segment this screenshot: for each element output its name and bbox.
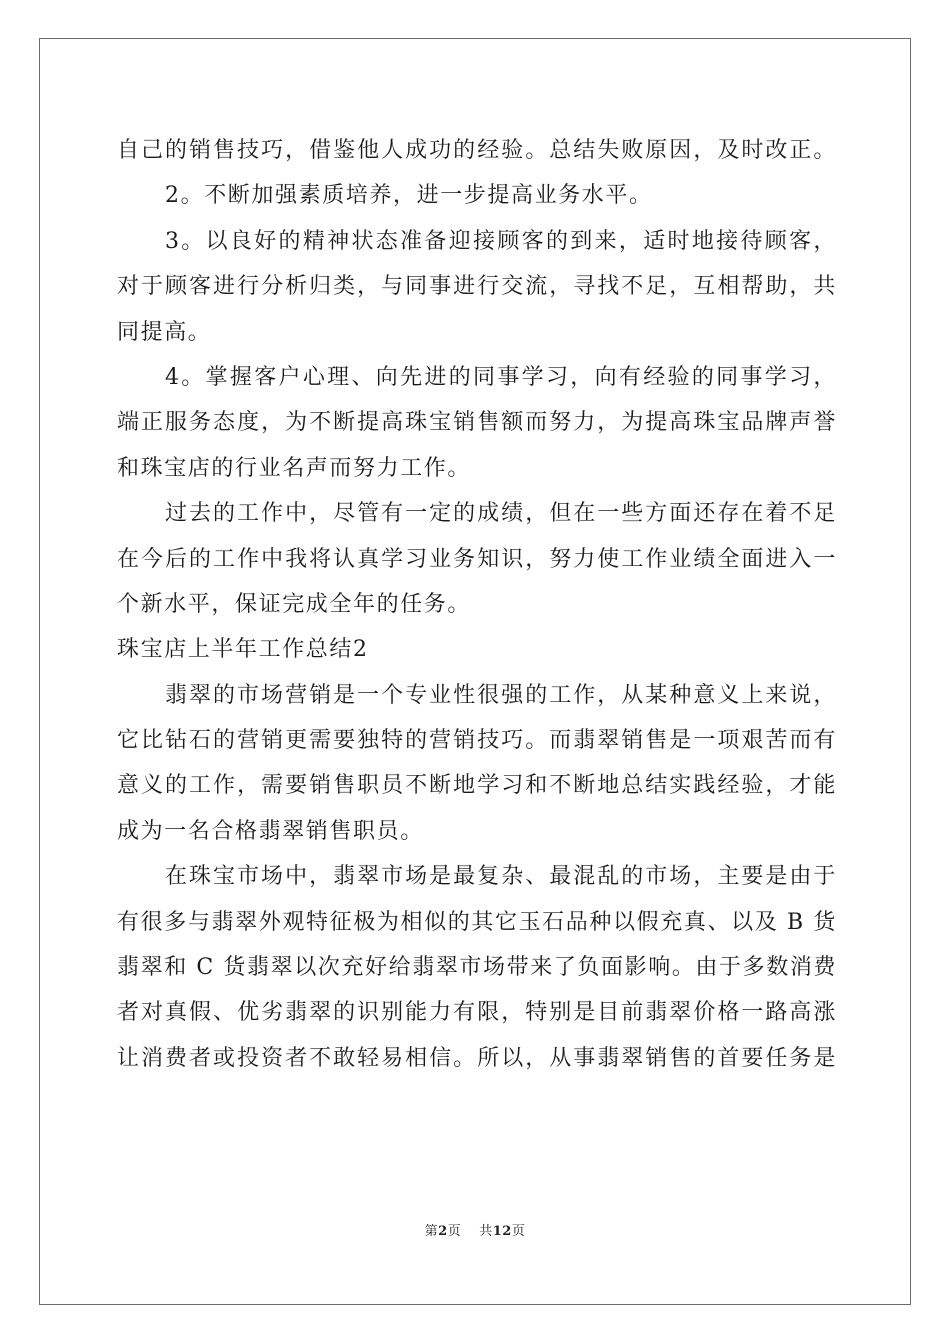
- text-line: 4。掌握客户心理、向先进的同事学习，向有经验的同事学习，: [165, 364, 837, 390]
- text-line: 对于顾客进行分析归类，与同事进行交流，寻找不足，互相帮助，共: [117, 274, 837, 300]
- text-line: 和珠宝店的行业名声而努力工作。: [117, 455, 472, 481]
- text-line: 在珠宝市场中，翡翠市场是最复杂、最混乱的市场，主要是由于: [165, 864, 837, 890]
- total-prefix: 共: [479, 1224, 493, 1239]
- text-line: 端正服务态度，为不断提高珠宝销售额而努力，为提高珠宝品牌声誉: [117, 410, 837, 436]
- text-line: 自己的销售技巧，借鉴他人成功的经验。总结失败原因，及时改正。: [117, 138, 837, 163]
- page-current: 2: [438, 1224, 448, 1239]
- text-line: 同提高。: [117, 319, 212, 345]
- page-total: 12: [492, 1224, 512, 1239]
- text-line: 个新水平，保证完成全年的任务。: [117, 591, 472, 617]
- text-line: 过去的工作中，尽管有一定的成绩，但在一些方面还存在着不足: [165, 501, 837, 527]
- text-line: 珠宝店上半年工作总结2: [117, 637, 369, 663]
- text-line: 让消费者或投资者不敢轻易相信。所以，从事翡翠销售的首要任务是: [117, 1045, 837, 1071]
- text-line: 成为一名合格翡翠销售职员。: [117, 818, 424, 844]
- text-line: 2。不断加强素质培养，进一步提高业务水平。: [165, 183, 653, 209]
- text-line: 意义的工作，需要销售职员不断地学习和不断地总结实践经验，才能: [117, 773, 837, 799]
- page-footer: [0, 1220, 950, 1239]
- page-prefix: 第: [424, 1224, 439, 1239]
- text-line: 它比钻石的营销更需要独特的营销技巧。而翡翠销售是一项艰苦而有: [117, 728, 837, 754]
- text-line: 有很多与翡翠外观特征极为相似的其它玉石品种以假充真、以及 B 货: [117, 909, 837, 935]
- text-line: 翡翠和 C 货翡翠以次充好给翡翠市场带来了负面影响。由于多数消费: [117, 955, 838, 981]
- text-line: 在今后的工作中我将认真学习业务知识，努力使工作业绩全面进入一: [117, 546, 837, 572]
- text-line: 翡翠的市场营销是一个专业性很强的工作，从某种意义上来说，: [165, 682, 837, 708]
- text-line: 3。以良好的精神状态准备迎接顾客的到来，适时地接待顾客，: [165, 228, 837, 254]
- document-body: [117, 128, 837, 1081]
- total-suffix: 页: [511, 1224, 526, 1239]
- page-suffix: 页: [447, 1224, 462, 1239]
- text-line: 者对真假、优劣翡翠的识别能力有限，特别是目前翡翠价格一路高涨: [117, 1000, 837, 1026]
